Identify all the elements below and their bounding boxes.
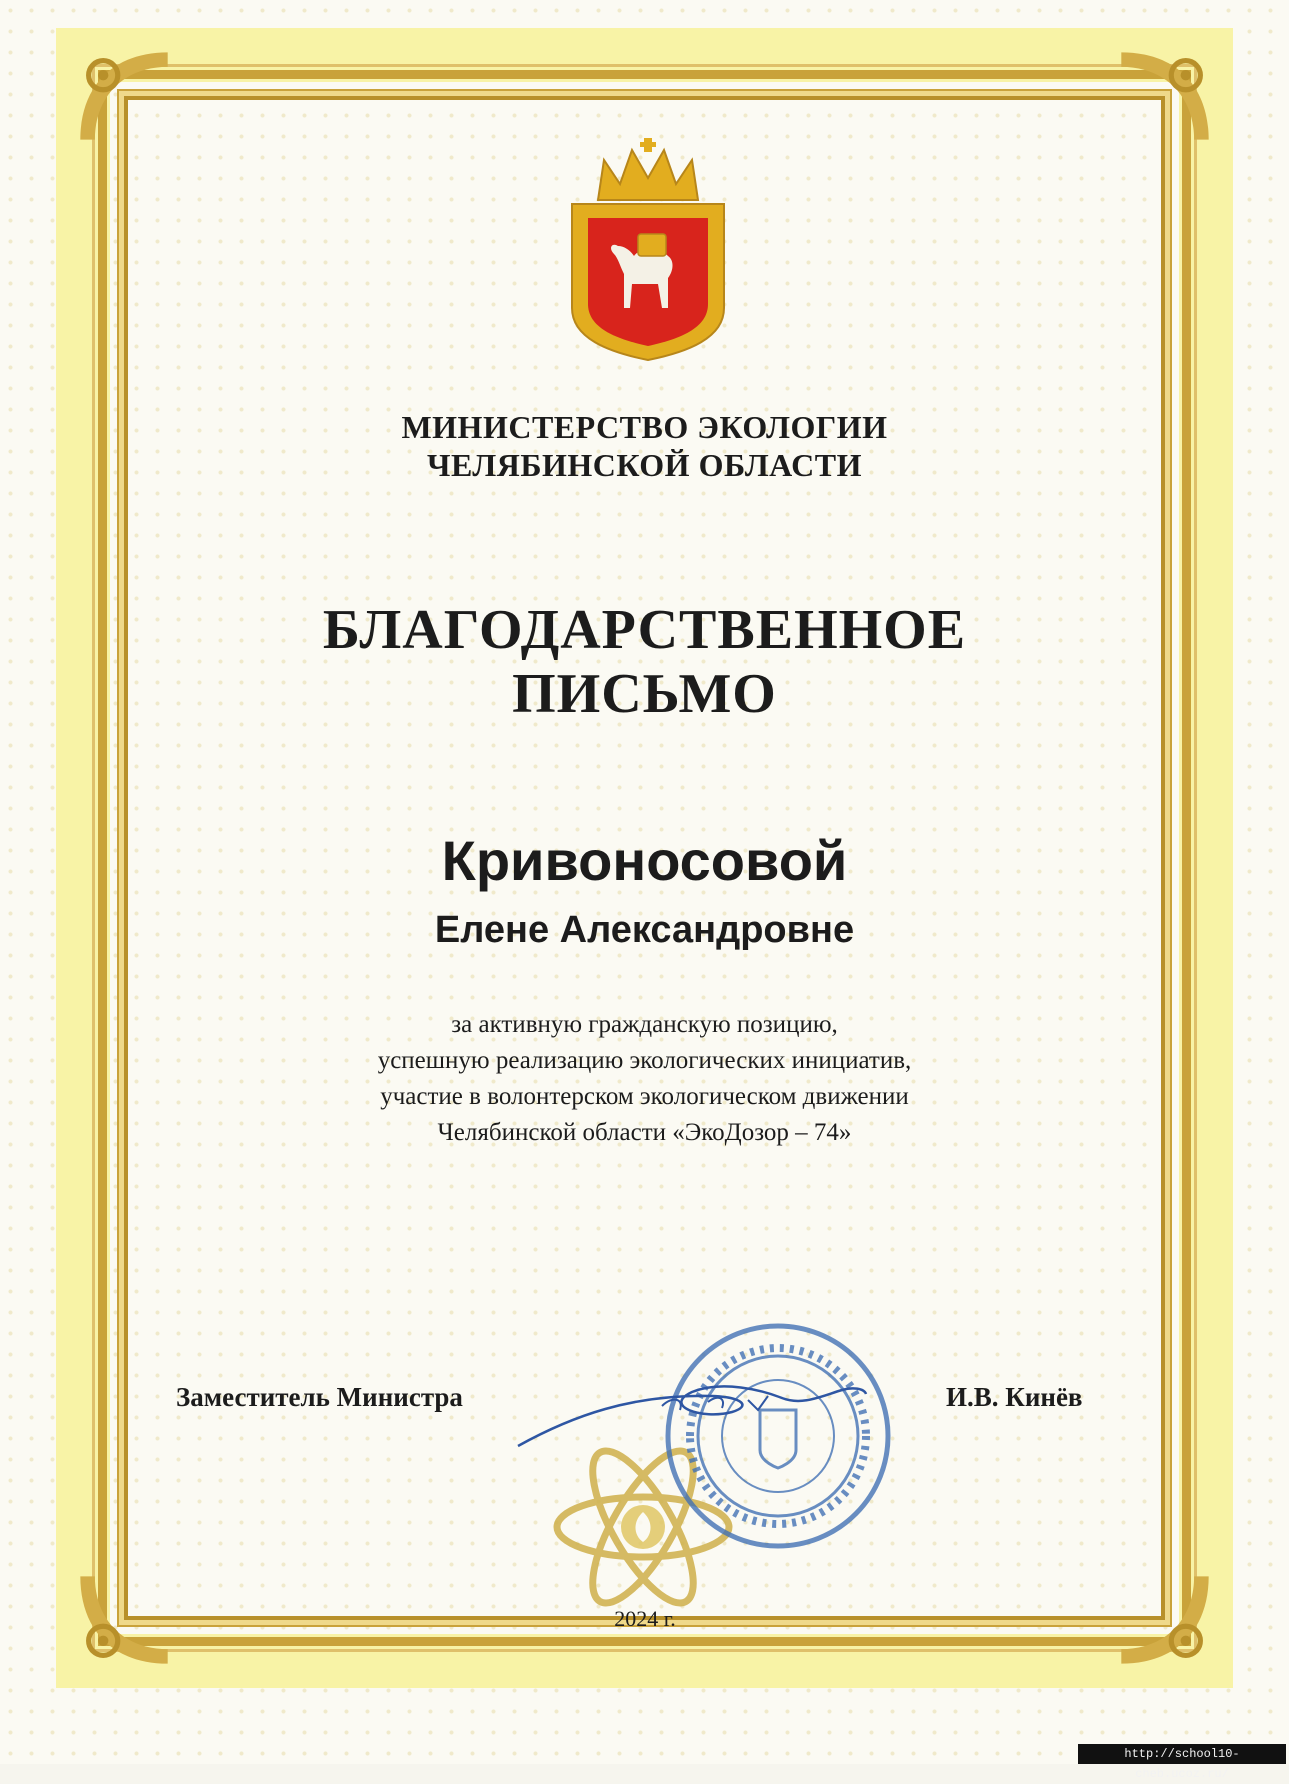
ornament-corner-icon — [1113, 44, 1217, 148]
ornament-corner-icon — [72, 1568, 176, 1672]
source-watermark: http://school10-cheb.ucoz.ru/ — [1078, 1744, 1286, 1764]
title-line-2: ПИСЬМО — [512, 663, 777, 725]
document-title — [200, 598, 1089, 726]
citation-line: за активную гражданскую позицию, — [451, 1011, 838, 1038]
recipient-given-names: Елене Александровне — [434, 909, 855, 951]
coat-of-arms-icon — [558, 138, 738, 363]
ministry-header — [200, 408, 1089, 484]
citation-line: участие в волонтерском экологическом движении — [380, 1083, 909, 1110]
citation-text — [200, 1007, 1089, 1151]
document-year: 2024 г. — [614, 1606, 676, 1631]
ornament-corner-icon — [1113, 1568, 1217, 1672]
recipient-surname: Кривоносовой — [441, 829, 848, 892]
handwritten-signature-icon — [512, 1376, 872, 1456]
ministry-line-2: ЧЕЛЯБИНСКОЙ ОБЛАСТИ — [426, 447, 863, 483]
title-line-1: БЛАГОДАРСТВЕННОЕ — [322, 599, 967, 661]
citation-line: Челябинской области «ЭкоДозор – 74» — [437, 1119, 852, 1146]
ornament-corner-icon — [72, 44, 176, 148]
ministry-line-1: МИНИСТЕРСТВО ЭКОЛОГИИ — [401, 409, 888, 445]
signer-name: И.В. Кинёв — [946, 1382, 1083, 1412]
signer-position: Заместитель Министра — [176, 1382, 463, 1412]
citation-line: успешную реализацию экологических инициатив, — [377, 1047, 912, 1074]
